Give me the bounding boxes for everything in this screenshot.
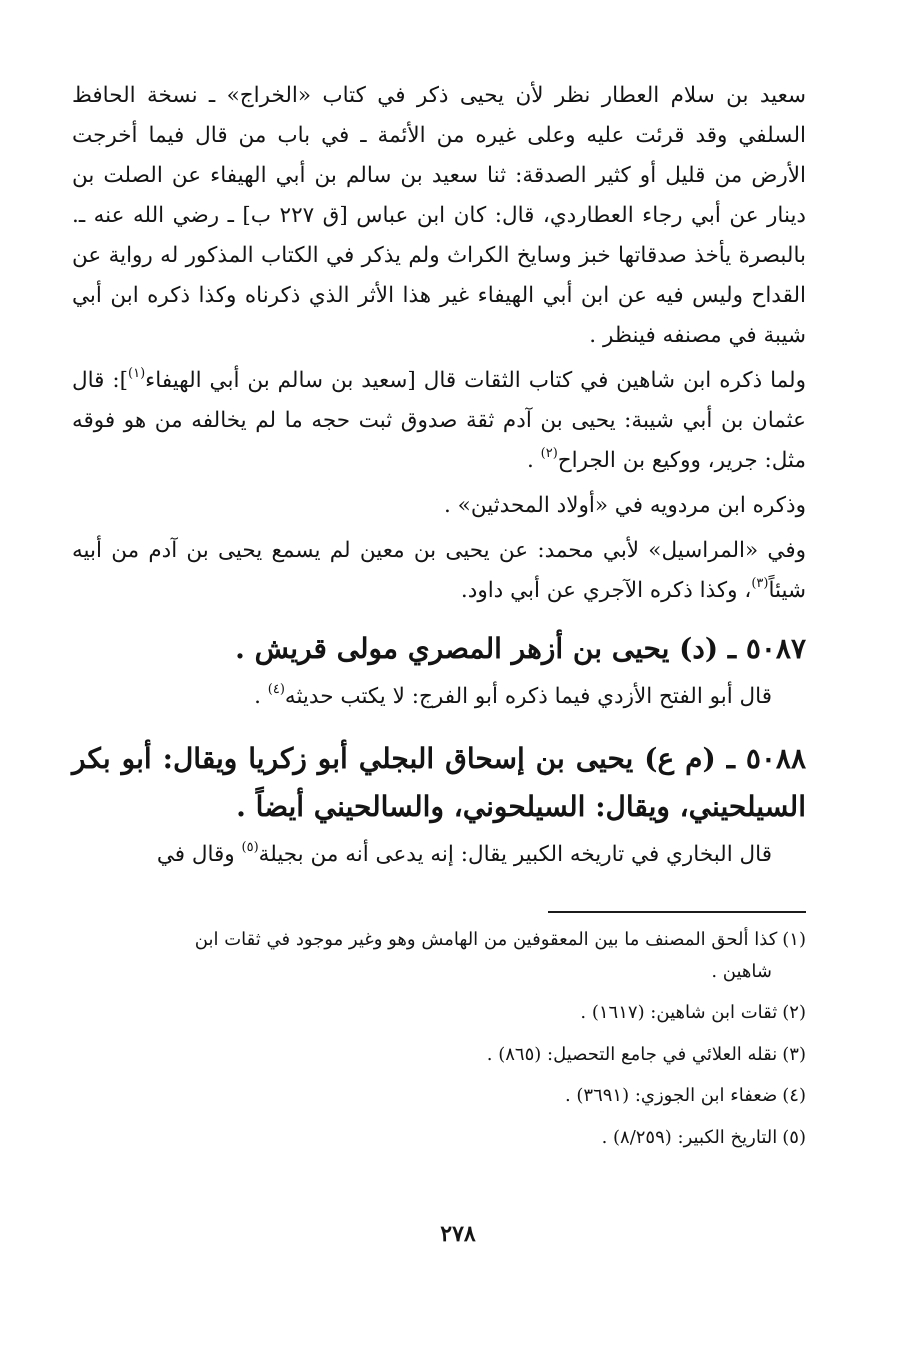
- paragraph-4: [72, 531, 806, 611]
- entry-5088-text-b: وقال في: [156, 842, 242, 867]
- footnote-2: [72, 997, 806, 1029]
- footnote-divider: [548, 911, 806, 913]
- footnote-number: (٢): [782, 1002, 806, 1023]
- footnote-ref-2: (٢): [540, 446, 558, 461]
- paragraph-2: [72, 361, 806, 481]
- footnote-ref-4: (٤): [267, 682, 285, 697]
- entry-heading-5087: ٥٠٨٧ ـ (د) يحيى بن أزهر المصري مولى قريش .: [235, 632, 806, 665]
- footnote-text: ضعفاء ابن الجوزي: (٣٦٩١) .: [564, 1085, 778, 1106]
- footnote-number: (٤): [782, 1085, 806, 1106]
- footnote-number: (١): [782, 929, 806, 950]
- footnote-ref-5: (٥): [241, 840, 259, 855]
- main-text: [72, 76, 806, 875]
- footnote-5: [72, 1122, 806, 1154]
- footnote-text: نقله العلائي في جامع التحصيل: (٨٦٥) .: [486, 1043, 778, 1065]
- footnote-text: ثقات ابن شاهين: (١٦١٧) .: [580, 1002, 778, 1023]
- paragraph-2-text-c: .: [526, 448, 541, 473]
- paragraph-2-text-b: ]: قال عثمان بن أبي شيبة: يحيى بن آدم ثقة صدوق ثبت حجه ما لم يخالفه من هو فوقه مثل: جرير، ووكيع بن الجراح: [72, 368, 806, 473]
- entry-5087-text-a: قال أبو الفتح الأزدي فيما ذكره أبو الفرج: لا يكتب حديثه: [284, 684, 772, 709]
- footnote-ref-3: (٣): [751, 576, 769, 591]
- footnote-text: كذا ألحق المصنف ما بين المعقوفين من الهامش وهو وغير موجود في ثقات ابن: [194, 929, 778, 950]
- paragraph-4-text-b: ، وكذا ذكره الآجري عن أبي داود.: [460, 578, 752, 603]
- footnote-4: [72, 1080, 806, 1112]
- footnotes: [72, 924, 806, 1163]
- footnote-text: التاريخ الكبير: (٨/٢٥٩) .: [601, 1126, 778, 1148]
- entry-5088-text-a: قال البخاري في تاريخه الكبير يقال: إنه يدعى أنه من بجيلة: [258, 842, 772, 867]
- entry-heading-5088: ٥٠٨٨ ـ (م ع) يحيى بن إسحاق البجلي أبو زكريا ويقال: أبو بكر السيلحيني، ويقال: السيلحوني، والسالحيني أيضاً .: [72, 742, 806, 823]
- paragraph-1: سعيد بن سلام العطار نظر لأن يحيى ذكر في كتاب «الخراج» ـ نسخة الحافظ السلفي وقد قرئت عليه وعلى غيره من الأئمة ـ في باب من قال فيما أخرجت الأرض من قليل أو كثير الصدقة: ثنا سعيد بن سالم بن أبي الهيفاء عن الصلت بن دينار عن أبي رجاء العطاردي، قال: كان ابن عباس [ق ٢٢٧ ب] ـ رضي الله عنه ـ. بالبصرة يأخذ صدقاتها خبز وسايخ الكراث ولم يذكر في الكتاب المذكور له رواية عن القداح وليس فيه عن ابن أبي الهيفاء غير هذا الأثر الذي ذكرناه وكذا ذكره ابن أبي شيبة في مصنفه فينظر .: [72, 83, 807, 348]
- footnote-number: (٣): [782, 1043, 806, 1065]
- entry-5087-text-b: .: [254, 684, 268, 709]
- footnote-ref-1: (١): [128, 366, 146, 381]
- page-number: ٢٧٨: [440, 1221, 476, 1247]
- paragraph-4-text-a: وفي «المراسيل» لأبي محمد: عن يحيى بن معين لم يسمع يحيى بن آدم من أبيه شيئاً: [72, 538, 806, 603]
- paragraph-3: وذكره ابن مردويه في «أولاد المحدثين» .: [444, 493, 806, 518]
- footnote-1: [72, 924, 806, 987]
- paragraph-2-text-a: ولما ذكره ابن شاهين في كتاب الثقات قال [سعيد بن سالم بن أبي الهيفاء: [145, 368, 806, 393]
- footnote-number: (٥): [782, 1126, 806, 1148]
- entry-text-5087: [72, 677, 806, 717]
- footnote-3: [72, 1039, 806, 1071]
- entry-text-5088: [72, 835, 806, 875]
- footnote-continuation: شاهين .: [711, 960, 772, 982]
